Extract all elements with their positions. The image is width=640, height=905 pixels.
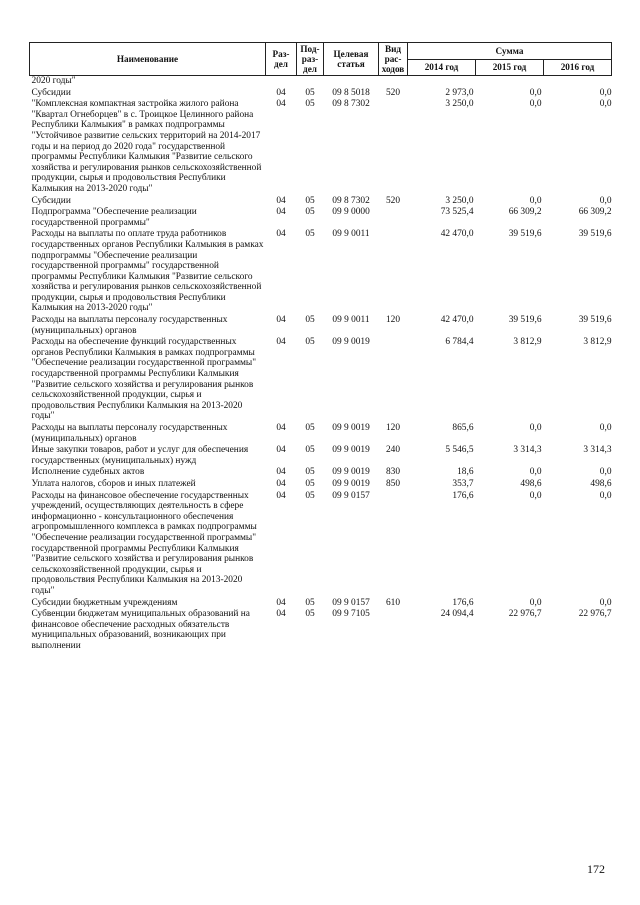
row-razdel xyxy=(266,76,297,87)
row-vid xyxy=(379,76,408,87)
row-sum-2014: 3 250,0 xyxy=(445,195,474,206)
row-razdel: 04 xyxy=(276,315,286,326)
row-podrazdel: 05 xyxy=(305,99,315,110)
row-razdel: 04 xyxy=(276,609,286,620)
row-sum-2015: 3 812,9 xyxy=(513,337,542,348)
row-sum-2014 xyxy=(408,76,476,87)
table-row xyxy=(30,478,612,490)
row-name: Расходы на выплаты по оплате труда работников государственных органов Республики Калмыкия в рамках подпрограммы "Обеспечение реализации государственной программы" государственной программы Республики Калмыкия "Развитие сельского хозяйства и регулирования рынков сельскохозяйственной продукции, сырья и продовольствия Республики Калмыкия на 2013-2020 годы" xyxy=(31,229,264,314)
row-vid: 520 xyxy=(385,195,401,206)
row-razdel: 04 xyxy=(276,423,286,433)
table-row xyxy=(30,336,612,422)
row-sum-2015: 66 309,2 xyxy=(508,207,542,218)
row-podrazdel xyxy=(297,76,324,87)
row-name: "Комплексная компактная застройка жилого района "Квартал Огнеборцев" в с. Троицкое Целинного района Республики Калмыкия" в рамках подпрограммы "Устойчивое развитие сельских территорий на 2014-2017 годы и на период до 2020 года" государственной программы Республики Калмыкия "Развитие сельского хозяйства и регулирования рынков сельскохозяйственной продукции, сырья и продовольствия Республики Калмыкия на 2013-2020 годы" xyxy=(31,99,262,194)
row-sum-2016: 3 812,9 xyxy=(583,337,612,348)
row-razdel: 04 xyxy=(276,99,286,110)
row-name: Иные закупки товаров, работ и услуг для обеспечения государственных (муниципальных) нужд xyxy=(31,445,249,466)
row-sum-2014: 865,6 xyxy=(452,423,474,433)
row-name: Расходы на финансовое обеспечение государственных учреждений, осуществляющих деятельность в сфере информационно - консультационного обеспечения агропромышленного комплекса в рамках подпрограммы "Обеспечение реализации государственной программы" государственной программы Республики Калмыкия "Развитие сельского хозяйства и регулирования рынков сельскохозяйственной продукции, сырья и продовольствия Республики Калмыкия на 2013-2020 годы" xyxy=(31,490,257,596)
row-sum-2016: 39 519,6 xyxy=(578,229,612,240)
table-header xyxy=(30,43,612,76)
row-podrazdel: 05 xyxy=(305,609,315,620)
row-sum-2015: 39 519,6 xyxy=(508,315,542,326)
header-razdel: Раз-дел xyxy=(266,43,297,76)
row-sum-2015: 3 314,3 xyxy=(513,445,542,456)
header-sum: Сумма xyxy=(408,43,612,60)
row-razdel: 04 xyxy=(276,597,286,608)
row-podrazdel: 05 xyxy=(305,478,315,489)
row-sum-2015: 0,0 xyxy=(529,597,542,608)
row-podrazdel: 05 xyxy=(305,597,315,608)
row-sum-2015: 0,0 xyxy=(529,423,542,433)
row-target: 09 9 0019 xyxy=(332,478,370,489)
row-sum-2016: 0,0 xyxy=(599,597,612,608)
row-razdel: 04 xyxy=(276,229,286,240)
table-body xyxy=(30,76,612,652)
budget-table xyxy=(29,42,612,651)
row-name: Расходы на выплаты персоналу государственных (муниципальных) органов xyxy=(31,423,228,444)
row-name: Подпрограмма "Обеспечение реализации государственной программы" xyxy=(31,207,197,228)
header-podrazdel: Под-раз-дел xyxy=(297,43,324,76)
row-vid xyxy=(379,490,408,597)
table-row xyxy=(30,206,612,228)
row-sum-2014: 176,6 xyxy=(452,597,474,608)
header-2015: 2015 год xyxy=(476,59,544,76)
row-podrazdel: 05 xyxy=(305,229,315,240)
row-sum-2014: 73 525,4 xyxy=(440,207,474,218)
page-number: 172 xyxy=(587,862,605,876)
row-vid: 850 xyxy=(385,478,401,489)
row-vid: 120 xyxy=(385,315,401,326)
row-vid: 120 xyxy=(385,423,401,433)
row-name: Субсидии xyxy=(31,87,71,98)
row-razdel: 04 xyxy=(276,195,286,206)
row-sum-2015: 0,0 xyxy=(529,490,542,501)
row-sum-2016 xyxy=(544,76,612,87)
header-vid: Вид рас-ходов xyxy=(379,43,408,76)
row-podrazdel: 05 xyxy=(305,207,315,218)
table-row xyxy=(30,195,612,207)
row-name: Субсидии бюджетным учреждениям xyxy=(31,597,178,608)
row-sum-2016: 498,6 xyxy=(590,478,612,489)
row-razdel: 04 xyxy=(276,207,286,218)
table-row xyxy=(30,98,612,194)
table-row xyxy=(30,76,612,87)
row-target: 09 9 7105 xyxy=(332,609,370,620)
row-name: Субсидии xyxy=(31,195,71,206)
row-sum-2014: 5 546,5 xyxy=(445,445,474,456)
row-sum-2015: 39 519,6 xyxy=(508,229,542,240)
row-target: 09 9 0157 xyxy=(332,490,370,501)
row-target: 09 9 0019 xyxy=(332,337,370,348)
row-podrazdel: 05 xyxy=(305,490,315,501)
row-name: Исполнение судебных актов xyxy=(31,467,145,478)
table-row xyxy=(30,597,612,609)
row-podrazdel: 05 xyxy=(305,337,315,348)
row-sum-2016: 3 314,3 xyxy=(583,445,612,456)
row-sum-2016: 0,0 xyxy=(599,195,612,206)
row-name: Субвенции бюджетам муниципальных образований на финансовое обеспечение расходных обязательств муниципальных образований, возникающих при выполнении xyxy=(31,609,250,651)
row-vid: 830 xyxy=(385,467,401,478)
row-target xyxy=(324,76,379,87)
row-sum-2016: 39 519,6 xyxy=(578,315,612,326)
row-sum-2014: 42 470,0 xyxy=(440,229,474,240)
row-podrazdel: 05 xyxy=(305,445,315,456)
table-row xyxy=(30,490,612,597)
row-razdel: 04 xyxy=(276,490,286,501)
table-row xyxy=(30,87,612,99)
table-row xyxy=(30,228,612,314)
row-target: 09 8 7302 xyxy=(332,195,370,206)
row-sum-2015: 22 976,7 xyxy=(508,609,542,620)
row-sum-2014: 24 094,4 xyxy=(440,609,474,620)
row-sum-2016: 0,0 xyxy=(599,467,612,478)
row-razdel: 04 xyxy=(276,87,286,98)
header-2016: 2016 год xyxy=(544,59,612,76)
row-sum-2016: 66 309,2 xyxy=(578,207,612,218)
row-podrazdel: 05 xyxy=(305,423,315,433)
row-vid xyxy=(379,608,408,651)
row-name: Уплата налогов, сборов и иных платежей xyxy=(31,478,196,489)
table-row xyxy=(30,444,612,466)
header-target: Целевая статья xyxy=(324,43,379,76)
row-target: 09 9 0019 xyxy=(332,467,370,478)
table-row xyxy=(30,314,612,336)
row-razdel: 04 xyxy=(276,445,286,456)
row-target: 09 9 0011 xyxy=(332,315,370,326)
table-row xyxy=(30,608,612,651)
row-name: Расходы на обеспечение функций государственных органов Республики Калмыкия в рамках подпрограммы "Обеспечение реализации государственной программы" государственной программы Республики Калмыкия "Развитие сельского хозяйства и регулирования рынков сельскохозяйственной продукции, сырья и продовольствия Республики Калмыкия на 2013-2020 годы" xyxy=(31,337,257,422)
row-sum-2015: 0,0 xyxy=(529,87,542,98)
header-2014: 2014 год xyxy=(408,59,476,76)
table-row xyxy=(30,422,612,444)
row-podrazdel: 05 xyxy=(305,315,315,326)
row-sum-2015: 498,6 xyxy=(520,478,542,489)
row-sum-2016: 0,0 xyxy=(599,87,612,98)
row-sum-2014: 2 973,0 xyxy=(445,87,474,98)
header-name: Наименование xyxy=(30,43,266,76)
row-sum-2014: 42 470,0 xyxy=(440,315,474,326)
row-sum-2014: 6 784,4 xyxy=(445,337,474,348)
row-sum-2015: 0,0 xyxy=(529,195,542,206)
row-name: 2020 годы" xyxy=(31,76,76,86)
row-sum-2016: 0,0 xyxy=(599,99,612,110)
row-podrazdel: 05 xyxy=(305,87,315,98)
row-target: 09 9 0157 xyxy=(332,597,370,608)
row-vid: 610 xyxy=(385,597,401,608)
row-vid: 520 xyxy=(385,87,401,98)
row-target: 09 8 7302 xyxy=(332,99,370,110)
row-sum-2016: 0,0 xyxy=(599,490,612,501)
row-target: 09 9 0019 xyxy=(332,445,370,456)
row-sum-2015: 0,0 xyxy=(529,99,542,110)
row-sum-2014: 353,7 xyxy=(452,478,474,489)
row-target: 09 9 0019 xyxy=(332,423,370,433)
row-podrazdel: 05 xyxy=(305,195,315,206)
row-podrazdel: 05 xyxy=(305,467,315,478)
row-sum-2014: 18,6 xyxy=(457,467,474,478)
row-vid: 240 xyxy=(385,445,401,456)
row-target: 09 9 0011 xyxy=(332,229,370,240)
row-razdel: 04 xyxy=(276,337,286,348)
row-sum-2014: 176,6 xyxy=(452,490,474,501)
row-sum-2015 xyxy=(476,76,544,87)
row-target: 09 8 5018 xyxy=(332,87,370,98)
row-razdel: 04 xyxy=(276,478,286,489)
row-sum-2015: 0,0 xyxy=(529,467,542,478)
row-razdel: 04 xyxy=(276,467,286,478)
row-vid xyxy=(379,206,408,228)
row-name: Расходы на выплаты персоналу государственных (муниципальных) органов xyxy=(31,315,228,336)
row-sum-2016: 0,0 xyxy=(599,423,612,433)
row-target: 09 9 0000 xyxy=(332,207,370,218)
row-vid xyxy=(379,336,408,422)
row-sum-2014: 3 250,0 xyxy=(445,99,474,110)
table-row xyxy=(30,466,612,478)
row-sum-2016: 22 976,7 xyxy=(578,609,612,620)
row-vid xyxy=(379,98,408,194)
row-vid xyxy=(379,228,408,314)
